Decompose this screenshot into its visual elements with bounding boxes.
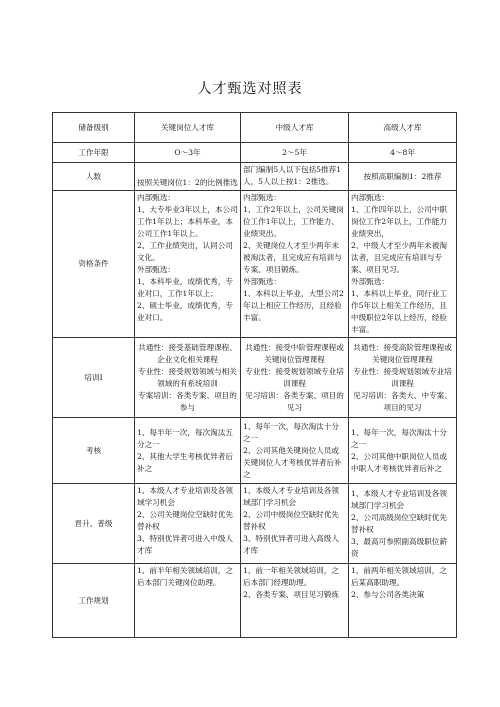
- text-line: 项目的见习: [383, 402, 422, 412]
- text-line: 1、本级人才专业培训及各领域部门学习机会: [351, 488, 447, 510]
- header-row: [53, 113, 457, 143]
- text-line: 领域的有系统培训: [157, 378, 218, 388]
- header-mid-pool: 中级人才库: [241, 113, 349, 143]
- promotion-key: [135, 484, 241, 564]
- training-label: 培训I: [53, 338, 135, 418]
- text-line: 1、每半年一次，每次淘汰五分之一: [137, 427, 233, 449]
- text-line: 1、本科毕业，成绩优秀，专业对口，工作1年以上；: [137, 277, 233, 298]
- text-line: 1、前一年相关领域培训，之后本部门经理助理。: [243, 566, 339, 587]
- text-line: 1、大专毕业3年以上，本公司工作1年以上；本科毕业，本公司工作1年以上。: [137, 205, 238, 238]
- text-line: 2、关键岗位人才至少两年未被淘汰者，且完成应有培训与专案、项目锻炼。: [243, 241, 342, 274]
- assessment-mid: [241, 418, 349, 484]
- text-line: 共通性：接受基础管理课程、: [138, 342, 237, 352]
- text-line: 见习培训：各类专案、项目的: [245, 390, 344, 400]
- text-line: 3、特别优异者可进入中级人才库: [137, 534, 233, 555]
- training-mid: [241, 338, 349, 418]
- text-line: 训课程: [283, 378, 306, 388]
- years-label: 工作年限: [53, 143, 135, 163]
- text-line: 2、公司其他中职岗位人员或中职人才考核优异者后补之: [351, 451, 447, 473]
- promotion-label: 晋升、普级: [53, 484, 135, 564]
- text-line: 2、公司关键岗位空缺时优先替补权: [137, 510, 233, 531]
- text-line: 专案培训：各类专案、项目的: [138, 390, 237, 400]
- assessment-senior: [349, 418, 457, 484]
- promotion-mid: [241, 484, 349, 564]
- text-line: 1、工作四年以上，公司中职岗位工作2年以上，工作能力业绩突出，: [351, 205, 447, 238]
- text-line: 1、本科以上毕业，大型公司2年以上相应工作经历，且经验丰富。: [243, 289, 344, 322]
- qualification-label: 资格条件: [53, 191, 135, 338]
- text-line: 1、每年一次，每次淘汰十分之一: [351, 427, 447, 449]
- assessment-row: [53, 418, 457, 484]
- text-line: 2、其他大学生考核优异者后补之: [137, 451, 233, 473]
- text-line: 2、公司其他关键岗位人员或关键岗位人才考核优异者后补之: [243, 445, 342, 479]
- training-key: [135, 338, 241, 418]
- text-line: 1、工作2年以上，公司关键岗位工作1年以上，工作能力、业绩突出。: [243, 205, 344, 238]
- text-line: 2、工作业绩突出，认同公司文化。: [137, 241, 233, 262]
- text-line: 1、前半年相关领域培训，之后本部门关键岗位助理。: [137, 566, 233, 587]
- promotion-row: [53, 484, 457, 564]
- years-mid: 2～5年: [241, 143, 349, 163]
- plan-label: 工作规划: [53, 564, 135, 638]
- people-mid: 部门编制5人以下包括5推荐1人，5人以上按1：2推选。: [241, 163, 349, 191]
- header-senior-pool: 高级人才库: [349, 113, 457, 143]
- text-line: 1、本级人才专业培训及各领域部门学习机会: [243, 486, 339, 507]
- comparison-table: [52, 112, 457, 638]
- people-row: [53, 163, 457, 191]
- people-label: 人数: [53, 163, 135, 191]
- text-line: 内部甄选：: [243, 193, 281, 202]
- text-line: 内部甄选：: [351, 193, 389, 202]
- plan-senior: [349, 564, 457, 638]
- text-line: 2、公司中级岗位空缺时优先替补权: [243, 510, 339, 531]
- text-line: 2、硕士毕业，成绩优秀，专业对口。: [137, 301, 233, 322]
- training-row: [53, 338, 457, 418]
- plan-row: [53, 564, 457, 638]
- text-line: 专业性：接受规划领域专业培: [353, 366, 452, 376]
- plan-mid: [241, 564, 349, 638]
- qualification-mid: [241, 191, 349, 338]
- years-row: [53, 143, 457, 163]
- text-line: 2、各类专案、项目见习锻炼: [243, 590, 339, 599]
- qualification-key: [135, 191, 241, 338]
- text-line: 关键岗位管理课程: [372, 354, 433, 364]
- text-line: 3、特别优异者可进入高级人才库: [243, 534, 339, 555]
- text-line: 1、本科以上毕业，同行业工作5年以上相关工作经历，且中级职位2年以上经历，经验丰富。: [351, 289, 447, 334]
- assessment-key: [135, 418, 241, 484]
- text-line: 外部甄选：: [137, 265, 175, 274]
- training-senior: [349, 338, 457, 418]
- years-key: O～3年: [135, 143, 241, 163]
- text-line: 外部甄选：: [243, 277, 281, 286]
- text-line: 2、中级人才至少两年未被淘汰者，且完成应有培训与专案、项目见习。: [351, 241, 447, 274]
- page-title: 人才甄选对照表: [197, 81, 303, 97]
- text-line: 训课程: [391, 378, 414, 388]
- qualification-senior: [349, 191, 457, 338]
- text-line: 见习: [286, 402, 303, 412]
- people-senior: 按照高职编制1：2推荐: [349, 163, 457, 191]
- header-level: 储备级别: [53, 113, 135, 143]
- text-line: 共通性：接受中阶管理课程或: [245, 342, 344, 352]
- qualification-row: [53, 191, 457, 338]
- text-line: 内部甄选：: [137, 193, 175, 202]
- text-line: 2、参与公司各类决策: [351, 590, 425, 599]
- text-line: 1、每年一次，每次淘汰十分之一: [243, 421, 339, 443]
- text-line: 企业文化相关课程: [157, 354, 218, 364]
- text-line: 共通性：接受高阶管理课程或: [353, 342, 452, 352]
- people-key: 按照关键岗位1：2的比例推选: [135, 163, 241, 191]
- text-line: 专业性：接受规划领域专业培: [245, 366, 344, 376]
- text-line: 1、本级人才专业培训及各领域学习机会: [137, 486, 233, 507]
- plan-key: [135, 564, 241, 638]
- text-line: 3、最高可参照副高级职位薪资: [351, 536, 447, 558]
- header-key-pool: 关键岗位人才库: [135, 113, 241, 143]
- text-line: 专业性：接受规划领域与相关: [138, 366, 237, 376]
- years-senior: 4～8年: [349, 143, 457, 163]
- promotion-senior: [349, 484, 457, 564]
- text-line: 1、前两年相关领域培训，之后某高职助理。: [351, 566, 447, 587]
- assessment-label: 考核: [53, 418, 135, 484]
- text-line: 参与: [179, 402, 196, 412]
- text-line: 见习培训：各类大、中专案、: [353, 390, 452, 400]
- text-line: 关键岗位管理课程: [264, 354, 325, 364]
- text-line: 外部甄选：: [351, 277, 389, 286]
- text-line: 2、公司高级岗位空缺时优先替补权: [351, 512, 447, 534]
